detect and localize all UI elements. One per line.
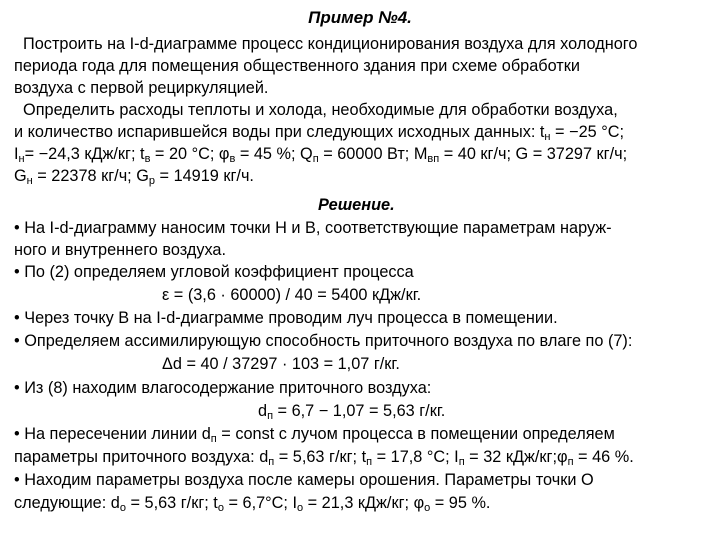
step-2-formula: ε = (3,6 · 60000) / 40 = 5400 кДж/кг.: [162, 286, 422, 304]
step-6-line-2: параметры приточного воздуха: $d_п = 5,63$ г/кг; $t_п = 17,8$ °С; $I_п = 32$ кДж/$кг;\varphi_п = 46$ %.: [14, 448, 634, 468]
step-3: • Через точку В на I-d-диаграмме проводим луч процесса в помещении.: [14, 309, 558, 327]
step-7-line-1: • Находим параметры воздуха после камеры орошения. Параметры точки О: [14, 471, 594, 489]
step-1-line-2: ного и внутреннего воздуха.: [14, 241, 226, 259]
solution-title: Решение.: [318, 196, 395, 214]
step-7-line-2: следующие: $d_о = 5,63$ г/кг; $t_о = 6,7^\circ С$; $I_о = 21,3$ кДж/кг; $\varphi_о = 95$ %.: [14, 494, 491, 514]
given-line-2: $I_н= -24,3$ кДж/кг; $t_в = 20$ °С; $\varphi_в = 45$ %; $Q_п = 60000$ Вт; $M_{вп} = 40$ кг/ч; G = 37297 кг/ч;: [14, 145, 628, 165]
task-line-4: Определить расходы теплоты и холода, необходимые для обработки воздуха,: [14, 101, 618, 119]
given-line-3: $G_н = 22378$ кг/ч; $G_р = 14919$ кг/ч.: [14, 167, 254, 187]
step-4-formula: Δd = 40 / 37297 · 103 = 1,07 г/кг.: [162, 355, 400, 373]
step-5-formula: $d_п = 6,7 - 1,07 = 5,63$ г/кг.: [258, 402, 446, 422]
task-line-2: периода года для помещения общественного здания при схеме обработки: [14, 57, 580, 75]
given-line-1: и количество испарившейся воды при следующих исходных данных: $t_н = -25$ °С;: [14, 123, 624, 143]
task-line-3: воздуха с первой рециркуляцией.: [14, 79, 269, 97]
step-1-line-1: • На I-d-диаграмму наносим точки Н и В, соответствующие параметрам наруж-: [14, 219, 612, 237]
example-title: Пример №4.: [308, 8, 412, 27]
step-6-line-1: • На пересечении линии $d_п$ = const с лучом процесса в помещении определяем: [14, 425, 615, 445]
step-2-line-1: • По (2) определяем угловой коэффициент процесса: [14, 263, 414, 281]
task-line-1: Построить на I-d-диаграмме процесс кондиционирования воздуха для холодного: [14, 35, 638, 53]
step-4-line-1: • Определяем ассимилирующую способность приточного воздуха по влаге по (7):: [14, 332, 633, 350]
step-5-line-1: • Из (8) находим влагосодержание приточного воздуха:: [14, 379, 432, 397]
